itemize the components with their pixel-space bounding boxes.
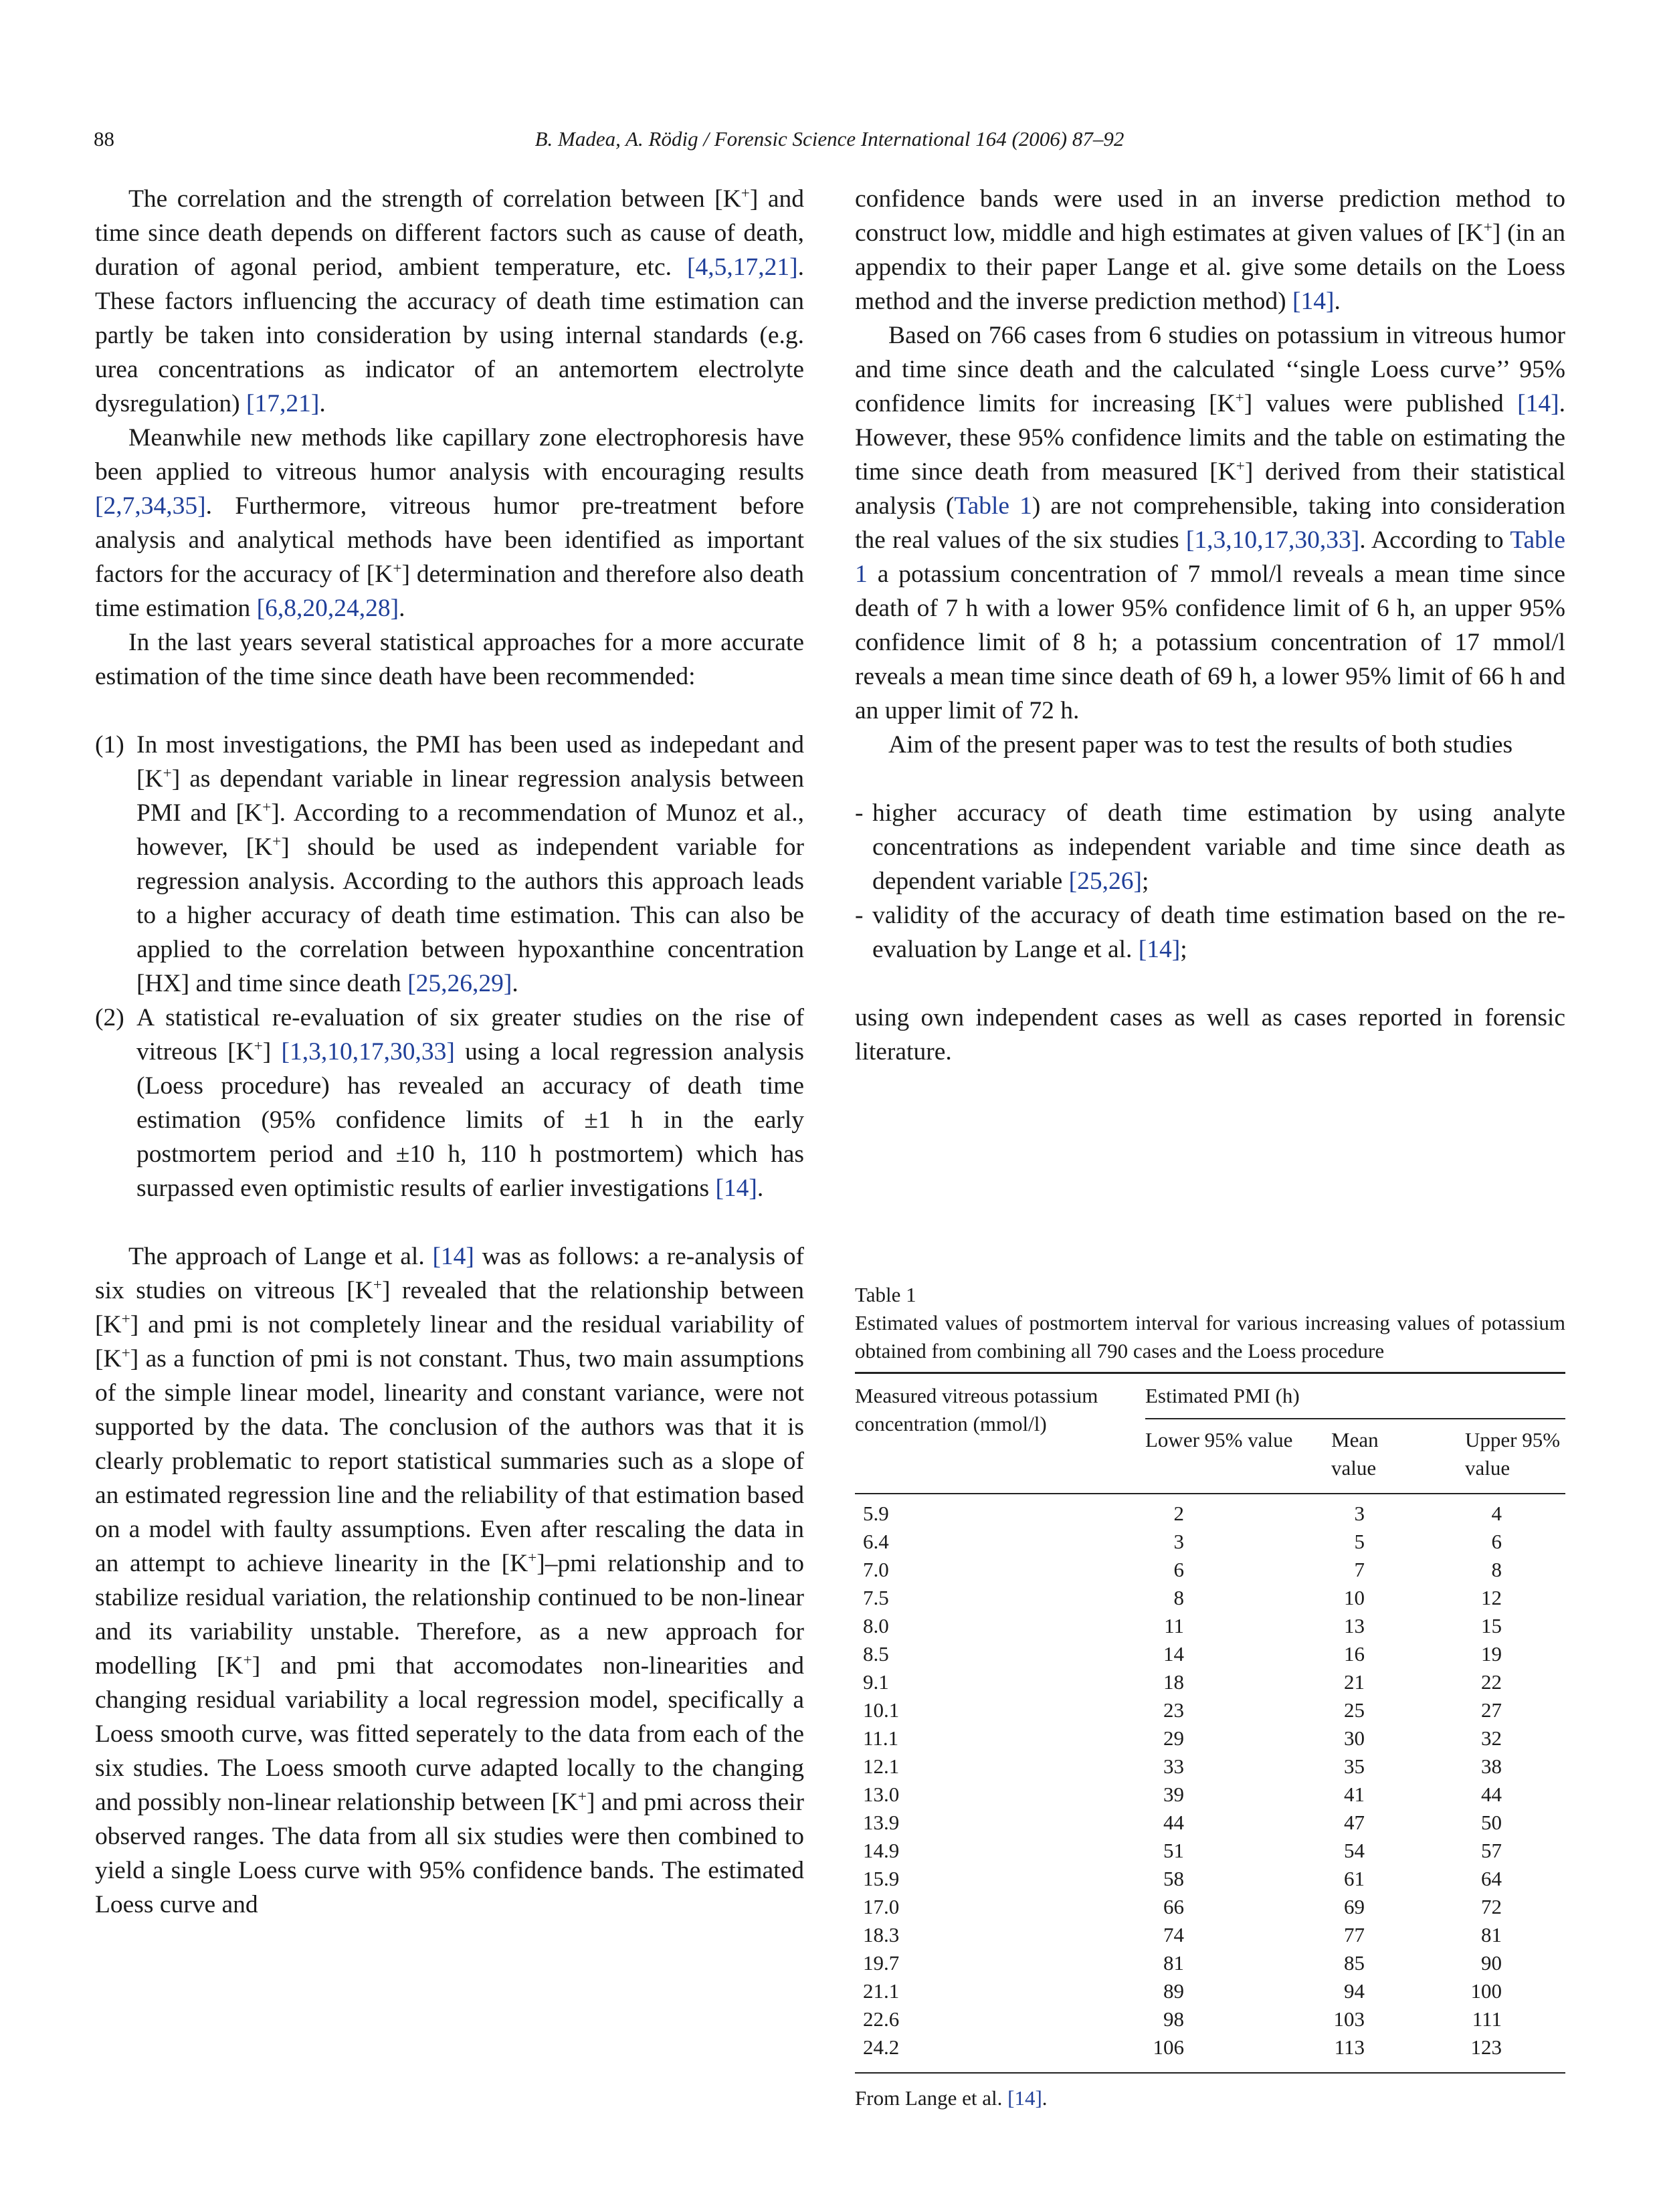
cell-upper: 15	[1481, 1614, 1502, 1637]
page-number: 88	[94, 127, 114, 150]
table-row	[855, 1556, 1565, 1584]
cell-potassium: 8.5	[863, 1642, 889, 1666]
cell-upper: 6	[1491, 1530, 1502, 1553]
cell-potassium: 13.0	[863, 1783, 900, 1806]
cell-upper: 111	[1472, 2007, 1502, 2031]
citation-link[interactable]: [14]	[1007, 2086, 1042, 2110]
paragraph: confidence bands were used in an inverse prediction method to construct low, middle and high estimates at given values of [K+] (in an appendix to their paper Lange et al. give some details on the Loess method and the inverse prediction method) [14].	[855, 185, 1565, 315]
cell-mean: 94	[1344, 1979, 1365, 2003]
cell-potassium: 21.1	[863, 1979, 900, 2003]
cell-potassium: 17.0	[863, 1895, 900, 1918]
cell-mean: 47	[1344, 1811, 1365, 1834]
cell-lower: 44	[1163, 1811, 1184, 1834]
table-row	[855, 1696, 1565, 1724]
cell-potassium: 19.7	[863, 1951, 900, 1975]
list-item: - validity of the accuracy of death time estimation based on the re-evaluation by Lange et al. [14];	[855, 902, 1565, 963]
cell-potassium: 15.9	[863, 1867, 900, 1890]
cell-mean: 10	[1344, 1586, 1365, 1609]
right-column	[855, 182, 1565, 1069]
cell-mean: 7	[1354, 1558, 1365, 1581]
cell-lower: 98	[1163, 2007, 1184, 2031]
table-body	[855, 1494, 1565, 2072]
cell-lower: 39	[1163, 1783, 1184, 1806]
cell-mean: 113	[1334, 2035, 1365, 2059]
cell-upper: 81	[1481, 1923, 1502, 1946]
cell-upper: 8	[1491, 1558, 1502, 1581]
cell-upper: 4	[1491, 1502, 1502, 1525]
cell-potassium: 12.1	[863, 1754, 900, 1778]
numbered-list	[95, 728, 804, 1205]
cell-upper: 44	[1481, 1783, 1502, 1806]
paragraph: The approach of Lange et al. [14] was as follows: a re-analysis of six studies on vitreous [K+] revealed that the relationship between [K+] and pmi is not completely linear and the residual variability of [K+] as a function of pmi is not constant. Thus, two main assumptions of the simple linear model, linearity and constant variance, were not supported by the data. The conclusion of the authors was that it is clearly problematic to report statistical summaries such as a slope of an estimated regression line and the reliability of that estimation based on a model with faulty assumptions. Even after rescaling the data in an attempt to achieve linearity in the [K+]–pmi relationship and to stabilize residual variation, the relationship continued to be non-linear and its variability unstable. Therefore, as a new approach for modelling [K+] and pmi that accomodates non-linearities and changing residual variability a local regression model, specifically a Loess smooth curve, was fitted seperately to the data from each of the six studies. The Loess smooth curve adapted locally to the changing and possibly non-linear relationship between [K+] and pmi across their observed ranges. The data from all six studies were then combined to yield a single Loess curve with 95% confidence bands. The estimated Loess curve and	[95, 1243, 805, 1918]
table-row	[855, 1781, 1565, 1809]
table-row	[855, 1921, 1565, 1949]
citation-link[interactable]: [14]	[1517, 390, 1559, 417]
table-row	[855, 1500, 1565, 1528]
cell-lower: 3	[1173, 1530, 1184, 1553]
citation-link[interactable]: [14]	[1138, 936, 1181, 963]
journal-citation: B. Madea, A. Rödig / Forensic Science International 164 (2006) 87–92	[534, 127, 1125, 150]
citation-link[interactable]: [17,21]	[246, 390, 320, 417]
running-head	[94, 124, 1565, 154]
citation-link[interactable]: [1,3,10,17,30,33]	[1185, 526, 1360, 554]
list-item: - higher accuracy of death time estimation by using analyte concentrations as independent variable and time since death as dependent variable [25,26];	[855, 799, 1565, 895]
cell-lower: 74	[1163, 1923, 1184, 1946]
cell-mean: 85	[1344, 1951, 1365, 1975]
table-row	[855, 1612, 1565, 1640]
cell-potassium: 11.1	[863, 1726, 899, 1750]
cell-lower: 58	[1163, 1867, 1184, 1890]
cell-potassium: 18.3	[863, 1923, 900, 1946]
cell-potassium: 8.0	[863, 1614, 889, 1637]
cell-upper: 72	[1481, 1895, 1502, 1918]
citation-link[interactable]: [6,8,20,24,28]	[256, 595, 399, 622]
cell-lower: 29	[1163, 1726, 1184, 1750]
cell-upper: 27	[1481, 1698, 1502, 1722]
table-row	[855, 1837, 1565, 1865]
list-item: (1) In most investigations, the PMI has been used as indepedant and [K+] as dependant variable in linear regression analysis between PMI and [K+]. According to a recommendation of Munoz et al., however, [K+] should be used as independent variable for regression analysis. According to the authors this approach leads to a higher accuracy of death time estimation. This can also be applied to the correlation between hypoxanthine concentration [HX] and time since death [25,26,29].	[95, 731, 804, 997]
table-source: From Lange et al. [14].	[855, 2086, 1048, 2110]
table-caption: Estimated values of postmortem interval for various increasing values of potassium obtained from combining all 790 cases and the Loess procedure	[855, 1311, 1565, 1363]
cell-lower: 23	[1163, 1698, 1184, 1722]
column-header-potassium: Measured vitreous potassium concentration (mmol/l)	[855, 1384, 1098, 1435]
cell-lower: 18	[1163, 1670, 1184, 1694]
cell-mean: 54	[1344, 1839, 1365, 1862]
table-header	[855, 1374, 1565, 1493]
column-header-upper: Upper 95% value	[1465, 1428, 1561, 1480]
cell-upper: 38	[1481, 1754, 1502, 1778]
paragraph: Aim of the present paper was to test the results of both studies	[888, 731, 1513, 759]
cell-lower: 33	[1163, 1754, 1184, 1778]
cell-lower: 8	[1173, 1586, 1184, 1609]
cell-lower: 106	[1153, 2035, 1184, 2059]
cell-lower: 2	[1173, 1502, 1184, 1525]
paragraph: The correlation and the strength of correlation between [K+] and time since death depends on different factors such as cause of death, duration of agonal period, ambient temperature, etc. [4,5,17,21]. These factors influencing the accuracy of death time estimation can partly be taken into consideration by using internal standards (e.g. urea concentrations as indicator of an antemortem electrolyte dysregulation) [17,21].	[95, 185, 805, 417]
cell-mean: 77	[1344, 1923, 1365, 1946]
table-row	[855, 1640, 1565, 1668]
cell-lower: 6	[1173, 1558, 1184, 1581]
table-row	[855, 2033, 1565, 2062]
cell-upper: 22	[1481, 1670, 1502, 1694]
table-row	[855, 1668, 1565, 1696]
cell-upper: 123	[1470, 2035, 1502, 2059]
cell-mean: 30	[1344, 1726, 1365, 1750]
table-row	[855, 1809, 1565, 1837]
citation-link[interactable]: [14]	[715, 1175, 757, 1202]
paragraph: using own independent cases as well as cases reported in forensic literature.	[855, 1004, 1565, 1066]
cell-mean: 61	[1344, 1867, 1365, 1890]
cell-mean: 13	[1344, 1614, 1365, 1637]
paragraph: Based on 766 cases from 6 studies on potassium in vitreous humor and time since death and the calculated ‘‘single Loess curve’’ 95% confidence limits for increasing [K+] values were published [14]. However, these 95% confidence limits and the table on estimating the time since death from measured [K+] derived from their statistical analysis (Table 1) are not comprehensible, taking into consideration the real values of the six studies [1,3,10,17,30,33]. According to Table 1 a potassium concentration of 7 mmol/l reveals a mean time since death of 7 h with a lower 95% confidence limit of 6 h, an upper 95% confidence limit of 8 h; a potassium concentration of 17 mmol/l reveals a mean time since death of 69 h, a lower 95% limit of 66 h and an upper limit of 72 h.	[855, 322, 1565, 724]
cell-upper: 100	[1470, 1979, 1502, 2003]
left-column	[95, 182, 804, 1922]
citation-link[interactable]: [14]	[432, 1243, 474, 1270]
cell-potassium: 9.1	[863, 1670, 889, 1694]
cell-lower: 89	[1163, 1979, 1184, 2003]
cell-potassium: 6.4	[863, 1530, 889, 1553]
cell-mean: 3	[1354, 1502, 1365, 1525]
table-row	[855, 1724, 1565, 1752]
table-row	[855, 1865, 1565, 1893]
cell-mean: 35	[1344, 1754, 1365, 1778]
cell-lower: 11	[1164, 1614, 1184, 1637]
cell-upper: 19	[1481, 1642, 1502, 1666]
table-link[interactable]: Table 1	[855, 526, 1565, 588]
table-label: Table 1	[855, 1283, 916, 1306]
table-row	[855, 1893, 1565, 1921]
citation-link[interactable]: [25,26]	[1068, 868, 1142, 895]
paragraph: In the last years several statistical approaches for a more accurate estimation of the time since death have been recommended:	[95, 629, 804, 690]
cell-potassium: 7.5	[863, 1586, 889, 1609]
column-header-mean: Mean value	[1331, 1428, 1379, 1480]
table-row	[855, 1977, 1565, 2005]
table-row	[855, 2005, 1565, 2033]
cell-mean: 41	[1344, 1783, 1365, 1806]
cell-potassium: 13.9	[863, 1811, 900, 1834]
cell-potassium: 7.0	[863, 1558, 889, 1581]
cell-upper: 32	[1481, 1726, 1502, 1750]
citation-link[interactable]: [14]	[1292, 288, 1335, 315]
cell-upper: 57	[1481, 1839, 1502, 1862]
citation-link[interactable]: [4,5,17,21]	[687, 254, 798, 281]
table-row	[855, 1752, 1565, 1781]
cell-mean: 21	[1344, 1670, 1365, 1694]
cell-potassium: 5.9	[863, 1502, 889, 1525]
cell-upper: 64	[1481, 1867, 1502, 1890]
cell-upper: 90	[1481, 1951, 1502, 1975]
paragraph: Meanwhile new methods like capillary zone electrophoresis have been applied to vitreous humor analysis with encouraging results [2,7,34,35]. Furthermore, vitreous humor pre-treatment before analysis and analytical methods have been identified as important factors for the accuracy of [K+] determination and therefore also death time estimation [6,8,20,24,28].	[95, 424, 804, 622]
citation-link[interactable]: [2,7,34,35]	[95, 492, 206, 520]
cell-mean: 25	[1344, 1698, 1365, 1722]
cell-upper: 50	[1481, 1811, 1502, 1834]
cell-lower: 51	[1163, 1839, 1184, 1862]
cell-lower: 66	[1163, 1895, 1184, 1918]
table-row	[855, 1528, 1565, 1556]
cell-potassium: 22.6	[863, 2007, 900, 2031]
bullet-list	[855, 796, 1565, 967]
cell-mean: 5	[1354, 1530, 1365, 1553]
table-row	[855, 1949, 1565, 1977]
cell-potassium: 10.1	[863, 1698, 900, 1722]
cell-lower: 14	[1163, 1642, 1184, 1666]
cell-upper: 12	[1481, 1586, 1502, 1609]
cell-mean: 16	[1344, 1642, 1365, 1666]
cell-mean: 69	[1344, 1895, 1365, 1918]
table-row	[855, 1584, 1565, 1612]
column-group-header-pmi: Estimated PMI (h)	[1145, 1384, 1300, 1407]
cell-potassium: 24.2	[863, 2035, 900, 2059]
cell-potassium: 14.9	[863, 1839, 900, 1862]
column-header-lower: Lower 95% value	[1145, 1428, 1293, 1451]
table-1	[855, 1281, 1565, 2112]
citation-link[interactable]: [25,26,29]	[407, 970, 512, 997]
cell-lower: 81	[1163, 1951, 1184, 1975]
list-item: (2) A statistical re-evaluation of six greater studies on the rise of vitreous [K+] [1,3,10,17,30,33] using a local regression analysis (Loess procedure) has revealed an accuracy of death time estimation (95% confidence limits of ±1 h in the early postmortem period and ±10 h, 110 h postmortem) which has surpassed even optimistic results of earlier investigations [14].	[95, 1004, 804, 1202]
citation-link[interactable]: [1,3,10,17,30,33]	[281, 1038, 455, 1066]
table-link[interactable]: Table 1	[954, 492, 1032, 520]
cell-mean: 103	[1333, 2007, 1365, 2031]
